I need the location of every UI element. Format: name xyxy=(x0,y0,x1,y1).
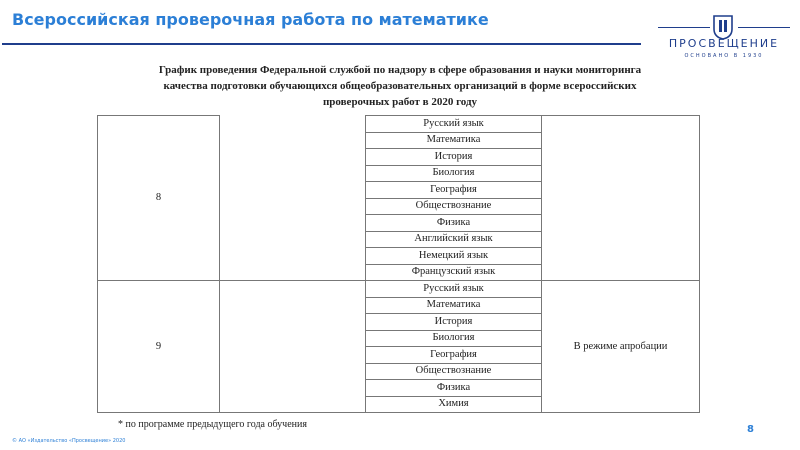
period-cell xyxy=(220,281,366,413)
subject-cell: Химия xyxy=(366,396,542,413)
grade-cell: 8 xyxy=(98,116,220,281)
subject-cell: История xyxy=(366,314,542,331)
subject-cell: Французский язык xyxy=(366,264,542,281)
title-divider xyxy=(2,43,641,45)
copyright-notice: © АО «Издательство «Просвещение» 2020 xyxy=(12,438,126,444)
period-cell xyxy=(220,116,366,281)
note-cell: В режиме апробации xyxy=(542,281,700,413)
subject-cell: Обществознание xyxy=(366,363,542,380)
subject-cell: Обществознание xyxy=(366,198,542,215)
logo-wordmark: ПРОСВЕЩЕНИЕ xyxy=(668,37,780,50)
subject-cell: История xyxy=(366,149,542,166)
subject-cell: Русский язык xyxy=(366,281,542,298)
page-number: 8 xyxy=(747,424,754,435)
subject-cell: Биология xyxy=(366,165,542,182)
logo-rule-left xyxy=(658,27,710,28)
footnote: * по программе предыдущего года обучения xyxy=(118,419,307,430)
document-heading xyxy=(95,62,705,110)
grade-cell: 9 xyxy=(98,281,220,413)
slide-title: Всероссийская проверочная работа по математике xyxy=(12,10,489,29)
logo-rule-right xyxy=(738,27,790,28)
heading-line: График проведения Федеральной службой по надзору в сфере образования и науки мониторинга xyxy=(158,64,642,76)
subject-cell: География xyxy=(366,182,542,199)
subject-cell: Математика xyxy=(366,132,542,149)
subject-cell: Английский язык xyxy=(366,231,542,248)
logo-tagline: ОСНОВАНО В 1930 xyxy=(684,53,764,59)
table-row xyxy=(98,116,700,133)
subject-cell: География xyxy=(366,347,542,364)
subject-cell: Математика xyxy=(366,297,542,314)
subject-cell: Биология xyxy=(366,330,542,347)
subject-cell: Физика xyxy=(366,215,542,232)
heading-line: проверочных работ в 2020 году xyxy=(322,96,478,108)
subject-cell: Физика xyxy=(366,380,542,397)
note-cell xyxy=(542,116,700,281)
table-row xyxy=(98,281,700,298)
heading-line: качества подготовки обучающихся общеобразовательных организаций в форме всероссийских xyxy=(163,80,637,92)
subject-cell: Русский язык xyxy=(366,116,542,133)
publisher-logo xyxy=(654,8,794,60)
schedule-table xyxy=(97,115,700,413)
subject-cell: Немецкий язык xyxy=(366,248,542,265)
